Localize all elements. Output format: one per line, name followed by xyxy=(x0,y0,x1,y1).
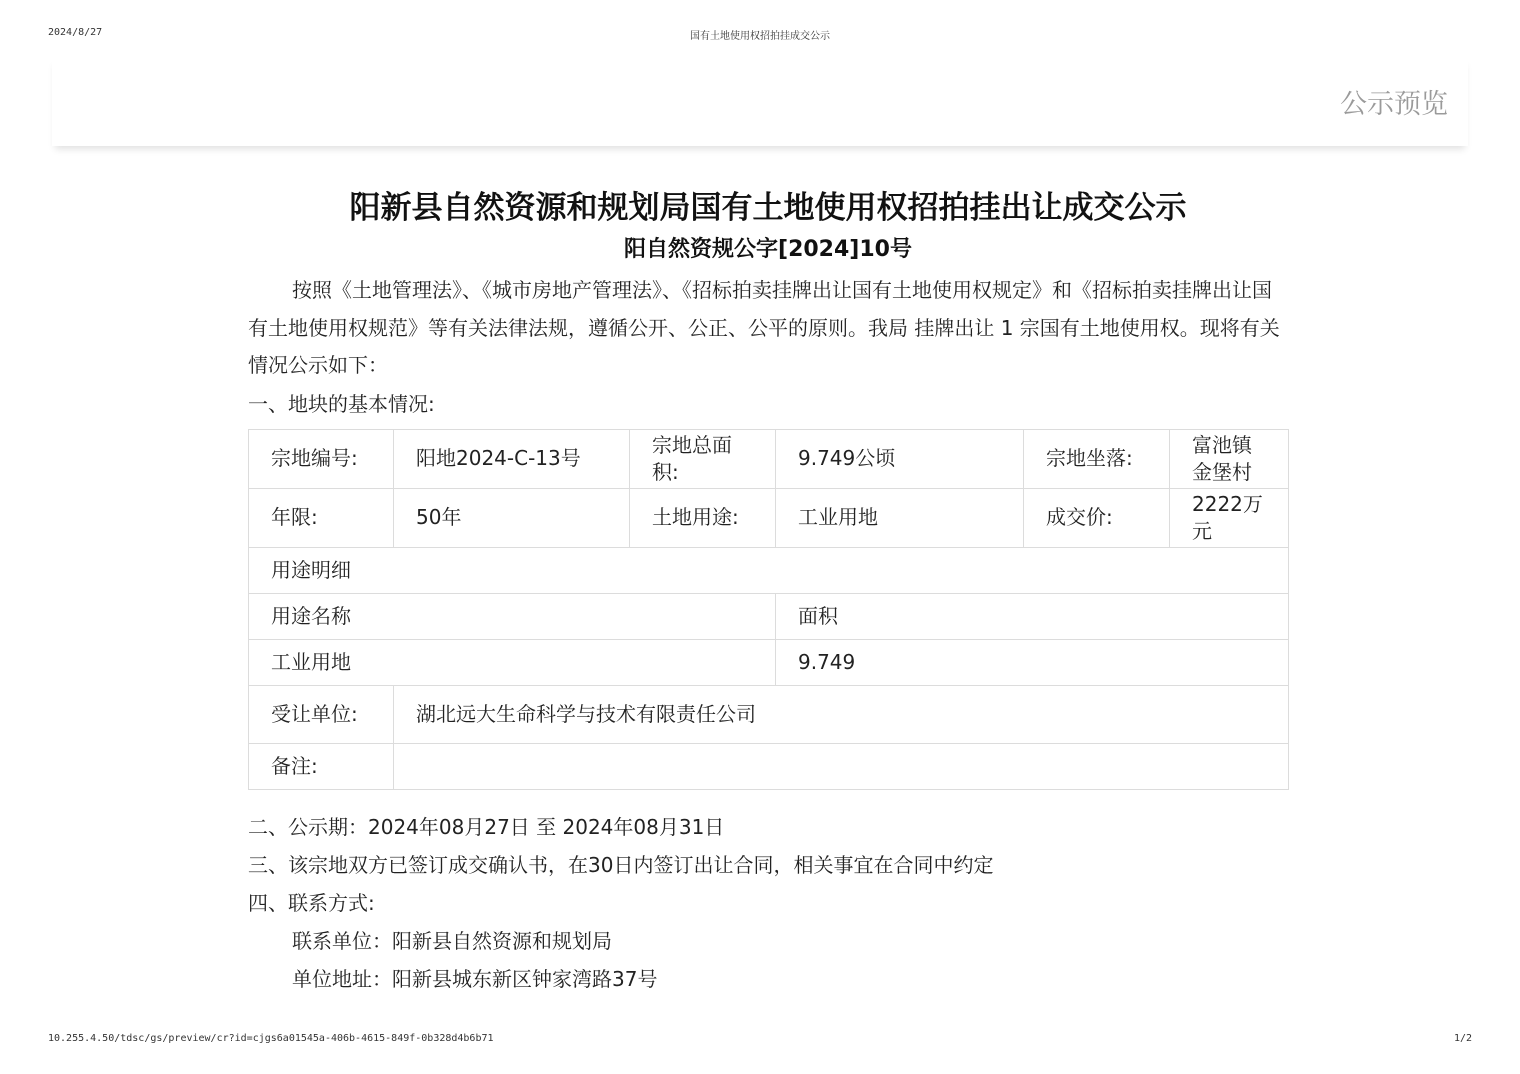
use-name-header: 用途名称 xyxy=(249,593,776,639)
parcel-no-label: 宗地编号: xyxy=(249,429,394,488)
use-area-value: 9.749 xyxy=(776,639,1289,685)
term-value: 50年 xyxy=(394,488,630,547)
location-label: 宗地坐落: xyxy=(1024,429,1170,488)
section-publicity-period: 二、公示期：2024年08月27日 至 2024年08月31日 xyxy=(248,814,725,839)
intro-paragraph: 按照《土地管理法》、《城市房地产管理法》、《招标拍卖挂牌出让国有土地使用权规定》和《招标拍卖挂牌出让国有土地使用权规范》等有关法律法规，遵循公开、公正、公平的原则。我局 挂牌出让 1 宗国有土地使用权。现将有关情况公示如下： xyxy=(248,278,1280,377)
page-title: 阳新县自然资源和规划局国有土地使用权招拍挂出让成交公示 xyxy=(349,190,1187,226)
document-number: 阳自然资规公字[2024]10号 xyxy=(624,237,912,262)
remark-label: 备注: xyxy=(249,743,394,789)
use-label: 土地用途: xyxy=(630,488,776,547)
table-row xyxy=(249,488,1289,547)
use-area-header: 面积 xyxy=(776,593,1289,639)
print-date: 2024/8/27 xyxy=(48,27,103,38)
use-value: 工业用地 xyxy=(776,488,1024,547)
section-contact: 四、联系方式: xyxy=(248,890,375,915)
announcement-document xyxy=(248,186,1288,998)
remark-value xyxy=(394,743,1289,789)
print-title: 国有土地使用权招拍挂成交公示 xyxy=(690,31,830,42)
grantee-value: 湖北远大生命科学与技术有限责任公司 xyxy=(394,685,1289,743)
page-number: 1/2 xyxy=(1453,1033,1472,1044)
print-header xyxy=(48,27,1472,41)
print-url: 10.255.4.50/tdsc/gs/preview/cr?id=cjgs6a01545a-406b-4615-849f-0b328d4b6b71 xyxy=(48,1033,494,1044)
section-basic-info: 一、地块的基本情况: xyxy=(248,391,435,416)
table-row xyxy=(249,593,1289,639)
preview-topbar xyxy=(52,56,1468,146)
table-row xyxy=(249,429,1289,488)
area-value: 9.749公顷 xyxy=(776,429,1024,488)
contact-unit: 联系单位：阳新县自然资源和规划局 xyxy=(292,928,612,953)
use-name-value: 工业用地 xyxy=(249,639,776,685)
section-contract-note: 三、该宗地双方已签订成交确认书，在30日内签订出让合同，相关事宜在合同中约定 xyxy=(248,852,994,877)
term-label: 年限: xyxy=(249,488,394,547)
contact-address: 单位地址：阳新县城东新区钟家湾路37号 xyxy=(292,966,658,991)
page-bottom-shadow xyxy=(52,1022,1468,1026)
grantee-label: 受让单位: xyxy=(249,685,394,743)
table-row xyxy=(249,639,1289,685)
print-footer xyxy=(48,1033,1472,1047)
table-row xyxy=(249,743,1289,789)
location-value: 富池镇金堡村 xyxy=(1170,429,1289,488)
preview-label: 公示预览 xyxy=(1340,89,1448,120)
parcel-no-value: 阳地2024-C-13号 xyxy=(394,429,630,488)
table-row xyxy=(249,547,1289,593)
price-value: 2222万元 xyxy=(1170,488,1289,547)
parcel-table xyxy=(248,429,1289,790)
table-row xyxy=(249,685,1289,743)
area-label: 宗地总面积: xyxy=(630,429,776,488)
use-detail-header: 用途明细 xyxy=(249,547,1289,593)
price-label: 成交价: xyxy=(1024,488,1170,547)
